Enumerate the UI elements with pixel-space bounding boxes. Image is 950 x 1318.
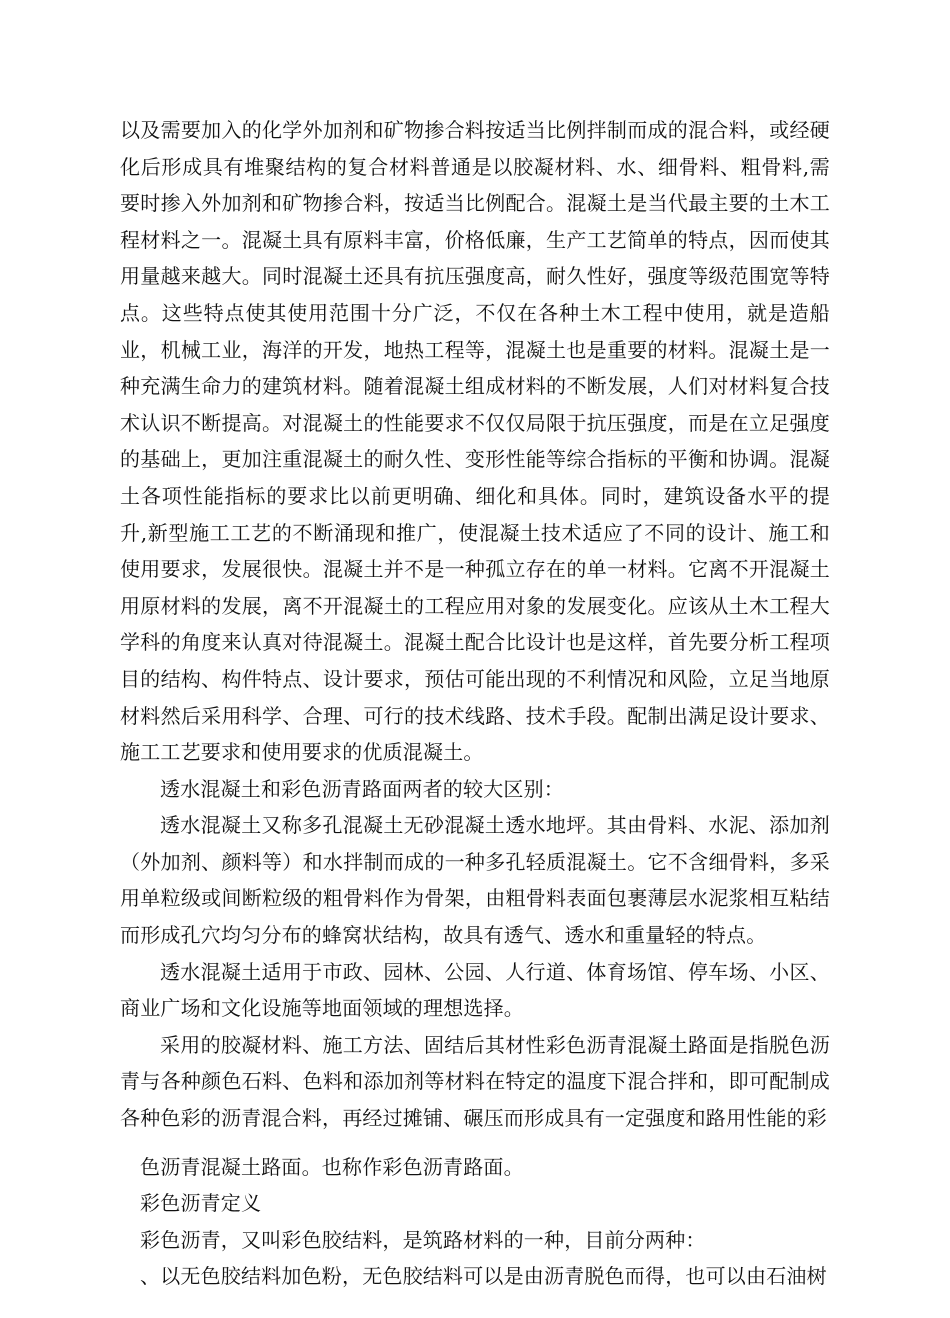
paragraph-colored-asphalt-definition: 彩色沥青，又叫彩色胶结料，是筑路材料的一种，目前分两种： <box>140 1227 706 1252</box>
paragraph-difference-heading: 透水混凝土和彩色沥青路面两者的较大区别： <box>160 776 564 801</box>
paragraph-concrete-overview: 以及需要加入的化学外加剂和矿物掺合料按适当比例拌制而成的混合料，或经硬化后形成具有堆聚结构的复合材料普通是以胶凝材料、水、细骨料、粗骨料,需要时掺入外加剂和矿物掺合料，按适当比例配合。混凝土是当代最主要的土木工程材料之一。混凝土具有原料丰富，价格低廉，生产工艺简单的特点，因而使其用量越来越大。同时混凝土还具有抗压强度高，耐久性好，强度等级范围宽等特点。这些特点使其使用范围十分广泛，不仅在各种土木工程中使用，就是造船业，机械工业，海洋的开发，地热工程等，混凝土也是重要的材料。混凝土是一种充满生命力的建筑材料。随着混凝土组成材料的不断发展，人们对材料复合技术认识不断提高。对混凝土的性能要求不仅仅局限于抗压强度，而是在立足强度的基础上，更加注重混凝土的耐久性、变形性能等综合指标的平衡和协调。混凝土各项性能指标的要求比以前更明确、细化和具体。同时，建筑设备水平的提升,新型施工工艺的不断涌现和推广，使混凝土技术适应了不同的设计、施工和使用要求，发展很快。混凝土并不是一种孤立存在的单一材料。它离不开混凝土用原材料的发展，离不开混凝土的工程应用对象的发展变化。应该从土木工程大学科的角度来认真对待混凝土。混凝土配合比设计也是这样，首先要分析工程项目的结构、构件特点、设计要求，预估可能出现的不利情况和风险，立足当地原材料然后采用科学、合理、可行的技术线路、技术手段。配制出满足设计要求、施工工艺要求和使用要求的优质混凝土。 <box>120 118 830 765</box>
paragraph-pervious-concrete-definition: 透水混凝土又称多孔混凝土无砂混凝土透水地坪。其由骨料、水泥、添加剂（外加剂、颜料等）和水拌制而成的一种多孔轻质混凝土。它不含细骨料，多采用单粒级或间断粒级的粗骨料作为骨架，由粗骨料表面包裹薄层水泥浆相互粘结而形成孔穴均匀分布的蜂窝状结构，故具有透气、透水和重量轻的特点。 <box>120 813 830 948</box>
paragraph-colored-asphalt-type-one: 、以无色胶结料加色粉，无色胶结料可以是由沥青脱色而得，也可以由石油树 <box>140 1264 827 1289</box>
paragraph-gap <box>120 1137 830 1149</box>
paragraph-colored-asphalt-pavement: 色沥青混凝土路面。也称作彩色沥青路面。 <box>140 1154 524 1179</box>
paragraph-pervious-concrete-usage: 透水混凝土适用于市政、园林、公园、人行道、体育场馆、停车场、小区、商业广场和文化设施等地面领域的理想选择。 <box>120 959 830 1021</box>
document-body <box>120 112 830 1295</box>
paragraph-colored-asphalt-description: 采用的胶凝材料、施工方法、固结后其材性彩色沥青混凝土路面是指脱色沥青与各种颜色石料、色料和添加剂等材料在特定的温度下混合拌和，即可配制成各种色彩的沥青混合料，再经过摊铺、碾压而形成具有一定强度和路用性能的彩 <box>120 1032 830 1131</box>
paragraph-colored-asphalt-heading: 彩色沥青定义 <box>140 1191 262 1216</box>
